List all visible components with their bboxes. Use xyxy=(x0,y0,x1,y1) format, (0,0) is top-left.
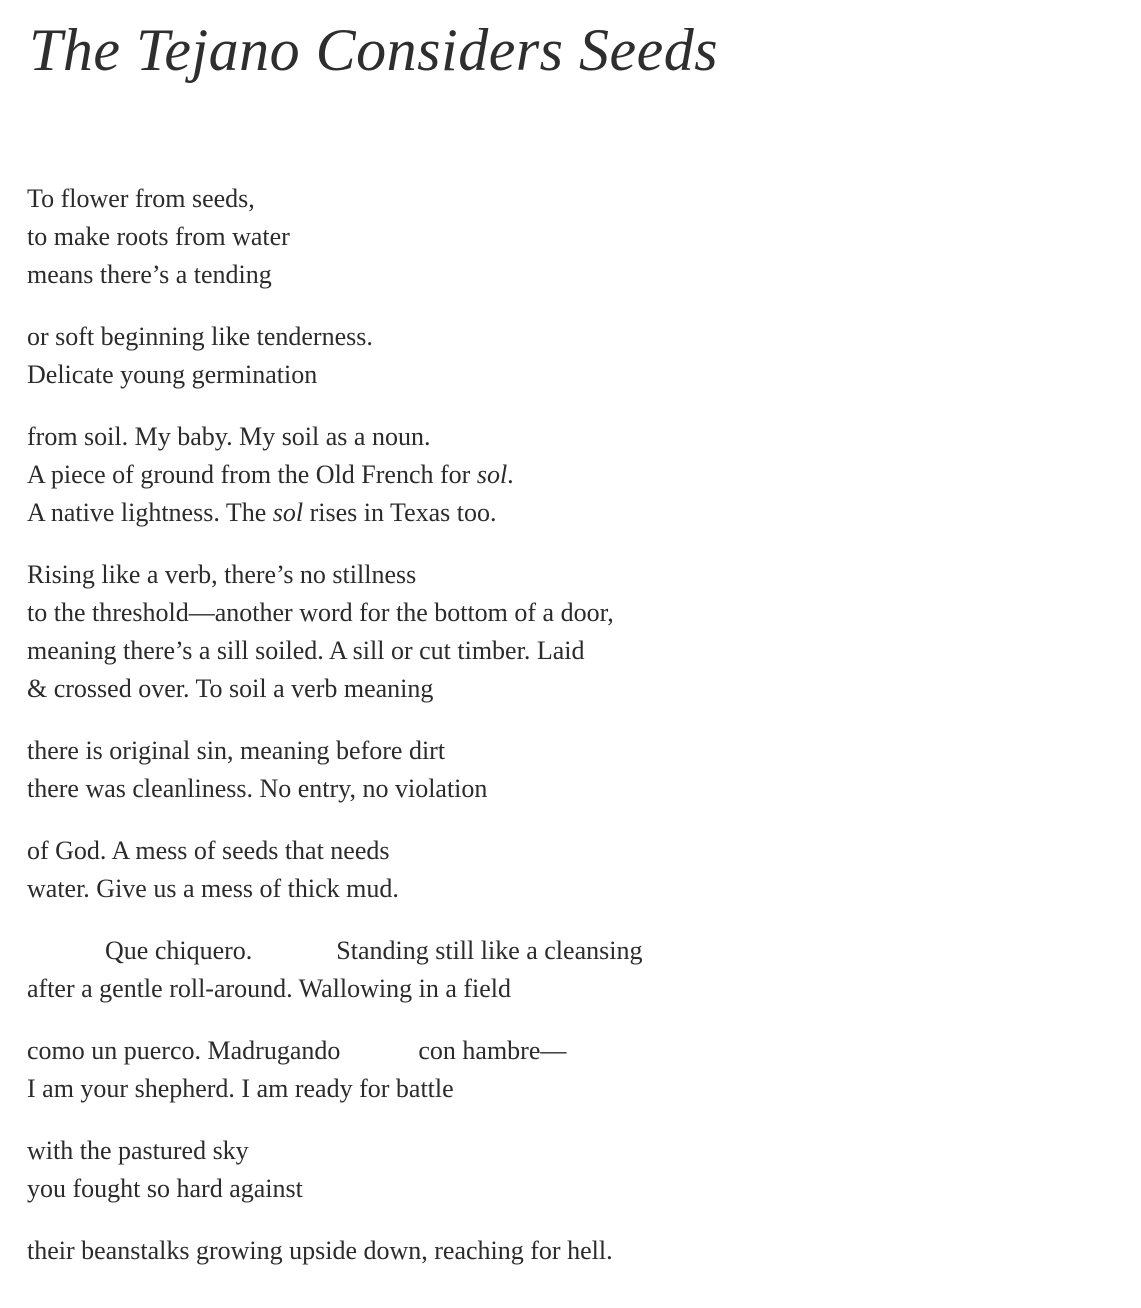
poem-line: or soft beginning like tenderness. xyxy=(27,322,373,351)
poem-line-split xyxy=(27,1032,1117,1070)
poem-line: & crossed over. To soil a verb meaning xyxy=(27,674,434,703)
line-text: con hambre— xyxy=(418,1036,567,1065)
poem-line: means there’s a tending xyxy=(27,260,272,289)
poem-line: you fought so hard against xyxy=(27,1174,303,1203)
poem-line: to make roots from water xyxy=(27,222,290,251)
line-text: A piece of ground from the Old French for xyxy=(27,460,477,489)
poem-line: Rising like a verb, there’s no stillness xyxy=(27,560,417,589)
poem-body xyxy=(27,180,1117,1294)
italic-word: sol xyxy=(272,498,304,527)
stanza-2 xyxy=(27,318,1117,394)
poem-line: of God. A mess of seeds that needs xyxy=(27,836,390,865)
poem-line: after a gentle roll-around. Wallowing in a field xyxy=(27,974,512,1003)
stanza-4 xyxy=(27,556,1117,708)
line-text: rises in Texas too. xyxy=(303,498,497,527)
poem-line: from soil. My baby. My soil as a noun. xyxy=(27,422,431,451)
stanza-7 xyxy=(27,932,1117,1008)
line-text: Standing still like a cleansing xyxy=(336,936,643,965)
italic-word: sol xyxy=(476,460,508,489)
stanza-8 xyxy=(27,1032,1117,1108)
stanza-10 xyxy=(27,1232,1117,1270)
poem-line: Delicate young germination xyxy=(27,360,318,389)
poem-line-split xyxy=(27,932,1117,970)
poem-line-with-italic xyxy=(27,494,1117,532)
stanza-3 xyxy=(27,418,1117,532)
stanza-5 xyxy=(27,732,1117,808)
stanza-6 xyxy=(27,832,1117,908)
poem-line: their beanstalks growing upside down, reaching for hell. xyxy=(27,1236,613,1265)
poem-line: I am your shepherd. I am ready for battle xyxy=(27,1074,454,1103)
poem-title: The Tejano Considers Seeds xyxy=(29,17,719,83)
poem-line: To flower from seeds, xyxy=(27,184,255,213)
line-text: Que chiquero. xyxy=(105,936,253,965)
line-text: . xyxy=(507,460,514,489)
line-text: como un puerco. Madrugando xyxy=(27,1036,341,1065)
poem-line: with the pastured sky xyxy=(27,1136,249,1165)
line-text: A native lightness. The xyxy=(27,498,273,527)
poem-line: meaning there’s a sill soiled. A sill or cut timber. Laid xyxy=(27,636,585,665)
stanza-9 xyxy=(27,1132,1117,1208)
poem-line: there was cleanliness. No entry, no violation xyxy=(27,774,488,803)
stanza-1 xyxy=(27,180,1117,294)
poem-line: there is original sin, meaning before dirt xyxy=(27,736,446,765)
poem-line: water. Give us a mess of thick mud. xyxy=(27,874,399,903)
poem-line-with-italic xyxy=(27,456,1117,494)
poem-line: to the threshold—another word for the bottom of a door, xyxy=(27,598,614,627)
